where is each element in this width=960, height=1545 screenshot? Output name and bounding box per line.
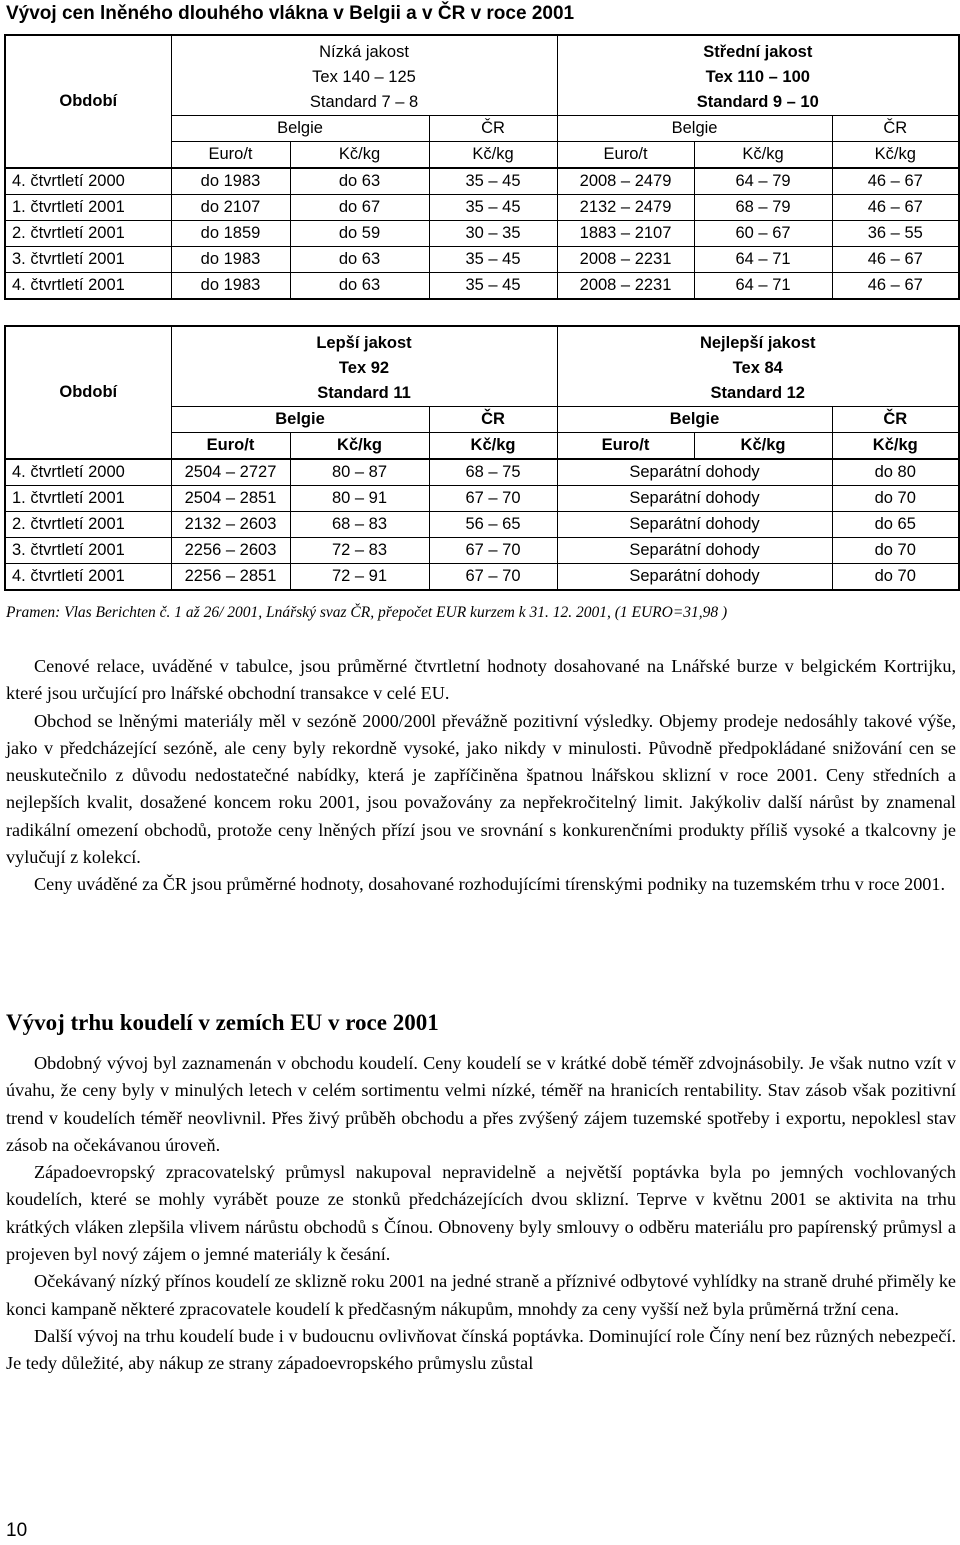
paragraph: Cenové relace, uváděné v tabulce, jsou průměrné čtvrtletní hodnoty dosahované na Lnářské burze v belgickém Kortrijku, které jsou určující pro lnářské obchodní transakce v celé EU. [6,656,956,704]
table-cell: do 80 [832,459,959,486]
document-title: Vývoj cen lněného dlouhého vlákna v Belgii a v ČR v roce 2001 [6,3,575,24]
table-cell: 2008 – 2231 [557,247,694,273]
country-cr: ČR [429,407,557,433]
quality-better-header [171,326,557,407]
quality-tex: Tex 110 – 100 [705,68,810,86]
table-cell: 30 – 35 [429,221,557,247]
table-cell: 46 – 67 [832,247,959,273]
table-cell: do 70 [832,486,959,512]
table-cell: Separátní dohody [557,459,832,486]
unit-header: Euro/t [557,433,694,460]
table-cell: 64 – 71 [694,273,832,300]
table-cell: 46 – 67 [832,168,959,195]
table-cell: 36 – 55 [832,221,959,247]
table-cell: do 1983 [171,168,290,195]
quality-tex: Tex 92 [338,359,390,377]
page-number: 10 [6,1520,28,1541]
table-cell: do 1983 [171,273,290,300]
table-cell: 72 – 91 [290,564,429,591]
table-cell: 56 – 65 [429,512,557,538]
country-cr: ČR [832,116,959,142]
table-row [5,247,959,273]
unit-header: Kč/kg [694,433,832,460]
price-table-1 [4,34,960,300]
quality-tex: Tex 140 – 125 [312,68,416,86]
table-cell: 80 – 87 [290,459,429,486]
quality-standard: Standard 7 – 8 [309,93,419,111]
table-cell: 67 – 70 [429,486,557,512]
paragraph: Ceny uváděné za ČR jsou průměrné hodnoty, dosahované rozhodujícími tírenskými podniky na tuzemském trhu v roce 2001. [34,874,946,895]
table-row [5,273,959,300]
unit-header: Kč/kg [429,142,557,169]
period-cell: 3. čtvrtletí 2001 [5,247,171,273]
table-cell: Separátní dohody [557,538,832,564]
unit-header: Euro/t [171,433,290,460]
price-table-2 [4,325,960,591]
table-cell: 60 – 67 [694,221,832,247]
table-cell: do 70 [832,538,959,564]
table-cell: 35 – 45 [429,168,557,195]
table-cell: do 67 [290,195,429,221]
country-belgie: Belgie [171,116,429,142]
quality-standard: Standard 9 – 10 [696,93,819,111]
paragraph: Obchod se lněnými materiály měl v sezóně 2000/200l převážně pozitivní výsledky. Objemy prodeje nedosáhly takové výše, jako v předcházející sezóně, ale ceny byly rekordně vysoké, jako nikdy v minulosti. Původně předpokládané snižování cen se neuskutečnilo z důvodu nedostatečné nabídky, která je zapříčiněna špatnou lnářskou sklizní v roce 2001. Ceny středních a nejlepších kvalit, dosažené koncem roku 2001, jsou považovány za nepřekročitelný limit. Jakýkoliv další nárůst by znamenal radikální omezení obchodů, protože ceny lněných přízí jsou ve srovnání s konkurenčními produkty příliš vysoké a tkalcovny je vylučují z kolekcí. [6,710,956,868]
paragraph: Další vývoj na trhu koudelí bude i v budoucnu ovlivňovat čínská poptávka. Dominující role Číny není bez různých nebezpečí. Je tedy důležité, aby nákup ze strany západoevropského průmyslu zůstal [6,1325,956,1374]
period-cell: 1. čtvrtletí 2001 [5,195,171,221]
table-cell: 46 – 67 [832,195,959,221]
unit-header: Kč/kg [290,142,429,169]
table-cell: do 63 [290,247,429,273]
unit-header: Kč/kg [694,142,832,169]
period-cell: 4. čtvrtletí 2000 [5,168,171,195]
quality-standard: Standard 12 [710,384,805,402]
period-cell: 4. čtvrtletí 2001 [5,564,171,591]
table-row [5,512,959,538]
table-cell: 35 – 45 [429,195,557,221]
table-cell: do 65 [832,512,959,538]
table-cell: 68 – 75 [429,459,557,486]
table-cell: 2132 – 2603 [171,512,290,538]
table-cell: 68 – 83 [290,512,429,538]
table-cell: 67 – 70 [429,538,557,564]
period-cell: 4. čtvrtletí 2000 [5,459,171,486]
period-header: Období [5,326,171,459]
unit-header: Kč/kg [429,433,557,460]
period-cell: 3. čtvrtletí 2001 [5,538,171,564]
table-cell: 1883 – 2107 [557,221,694,247]
source-note: Pramen: Vlas Berichten č. 1 až 26/ 2001, Lnářský svaz ČR, přepočet EUR kurzem k 31. 12. 2001, (1 EURO=31,98 ) [6,604,728,621]
table-cell: do 1983 [171,247,290,273]
table-cell: Separátní dohody [557,512,832,538]
paragraph: Očekávaný nízký přínos koudelí ze sklizně roku 2001 na jedné straně a příznivé odbytové vyhlídky na straně druhé přiměly ke konci kampaně některé zpracovatele koudelí k předčasným nákupům, mnohdy za ceny vyšší než byla průměrná tržní cena. [6,1271,956,1319]
table-cell: 2256 – 2603 [171,538,290,564]
section2-body [6,1050,956,1378]
table-cell: do 1859 [171,221,290,247]
unit-header: Kč/kg [832,142,959,169]
table-cell: 68 – 79 [694,195,832,221]
section1-body [6,653,956,899]
unit-header: Kč/kg [832,433,959,460]
country-cr: ČR [832,407,959,433]
table-cell: 2008 – 2231 [557,273,694,300]
unit-header: Kč/kg [290,433,429,460]
paragraph: Obdobný vývoj byl zaznamenán v obchodu koudelí. Ceny koudelí se v krátké době téměř zdvojnásobily. Je však nutno vzít v úvahu, že ceny byly v minulých letech v celém sortimentu velmi nízké, téměř na hranicích rentability. Stav zásob však pozitivní trend v koudelích téměř neovlivnil. Přes živý průběh obchodu a přes zvýšený zájem tuzemské spotřeby i exportu, nepoklesl stav zásob na očekávanou úroveň. [6,1053,956,1155]
table-cell: 64 – 71 [694,247,832,273]
table-cell: Separátní dohody [557,564,832,591]
table-cell: do 59 [290,221,429,247]
quality-best-header [557,326,959,407]
section-heading: Vývoj trhu koudelí v zemích EU v roce 2001 [6,1010,439,1035]
table-cell: 2008 – 2479 [557,168,694,195]
table-cell: 2504 – 2851 [171,486,290,512]
period-cell: 2. čtvrtletí 2001 [5,512,171,538]
table-cell: 64 – 79 [694,168,832,195]
country-belgie: Belgie [557,407,832,433]
table-row [5,486,959,512]
quality-tex: Tex 84 [732,359,783,377]
table-cell: 72 – 83 [290,538,429,564]
unit-header: Euro/t [171,142,290,169]
quality-name: Lepší jakost [316,334,412,352]
table-cell: 2132 – 2479 [557,195,694,221]
quality-medium-header [557,35,959,116]
table-cell: 35 – 45 [429,273,557,300]
table-cell: 67 – 70 [429,564,557,591]
quality-name: Nejlepší jakost [699,334,816,352]
table-cell: do 63 [290,168,429,195]
table-row [5,195,959,221]
table-cell: do 70 [832,564,959,591]
table-row [5,459,959,486]
quality-name: Nízká jakost [319,43,409,61]
country-belgie: Belgie [171,407,429,433]
table-cell: 2256 – 2851 [171,564,290,591]
quality-name: Střední jakost [703,43,813,61]
table-cell: Separátní dohody [557,486,832,512]
quality-standard: Standard 11 [317,384,411,402]
quality-low-header [171,35,557,116]
table-row [5,564,959,591]
paragraph: Západoevropský zpracovatelský průmysl nakupoval nepravidelně a největší poptávka byla po jemných vochlovaných koudelích, které se mohly vyrábět pouze ze stonků předcházejících dvou sklizní. Teprve v květnu 2001 se aktivita na trhu krátkých vláken zlepšila vlivem nárůstu obchodů s Čínou. Obnoveny byly smlouvy o odběru materiálu pro papírenský průmysl a projeven byl nový zájem o jemné materiály k česání. [6,1162,956,1265]
country-cr: ČR [429,116,557,142]
country-belgie: Belgie [557,116,832,142]
period-header: Období [5,35,171,168]
table-cell: 35 – 45 [429,247,557,273]
table-row [5,538,959,564]
period-cell: 2. čtvrtletí 2001 [5,221,171,247]
unit-header: Euro/t [557,142,694,169]
table-row [5,168,959,195]
period-cell: 1. čtvrtletí 2001 [5,486,171,512]
period-cell: 4. čtvrtletí 2001 [5,273,171,300]
table-cell: do 63 [290,273,429,300]
table-cell: 80 – 91 [290,486,429,512]
table-cell: 46 – 67 [832,273,959,300]
table-cell: 2504 – 2727 [171,459,290,486]
table-cell: do 2107 [171,195,290,221]
table-row [5,221,959,247]
